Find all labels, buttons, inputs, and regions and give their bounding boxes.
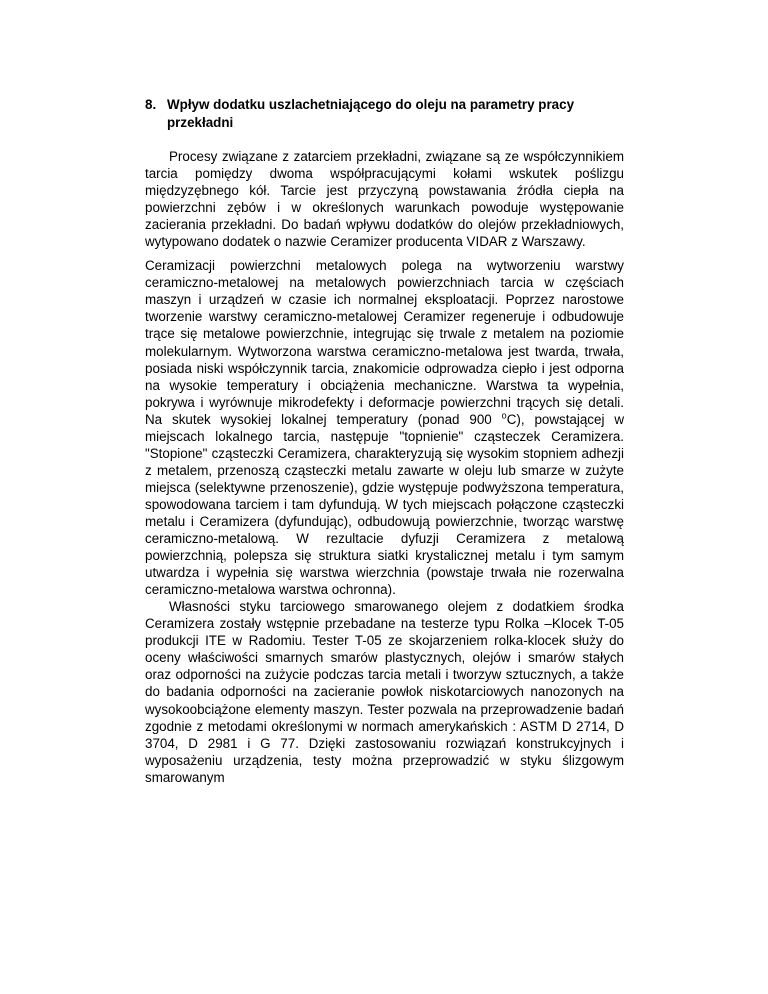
paragraph-1: Procesy związane z zatarciem przekładni, związane są ze współczynnikiem tarcia pomiędzy dwoma współpracującymi kołami wskutek poślizgu międzyzębnego kół. Tarcie jest przyczyną powstawania źródła ciepła na powierzchni zębów i w określonych warunkach powoduje występowanie zacierania przekładni. Do badań wpływu dodatków do olejów przekładniowych, wytypowano dodatek o nazwie Ceramizer producenta VIDAR z Warszawy. bbox=[145, 149, 624, 250]
degree-superscript: o bbox=[501, 410, 507, 421]
section-heading bbox=[145, 96, 624, 132]
document-page bbox=[145, 96, 624, 786]
paragraph-3: Własności styku tarciowego smarowanego olejem z dodatkiem środka Ceramizera zostały wstępnie przebadane na testerze typu Rolka –Klocek T-05 produkcji ITE w Radomiu. Tester T-05 ze skojarzeniem rolka-klocek służy do oceny właściwości smarnych smarów plastycznych, olejów i smarów stałych oraz odporności na zużycie podczas tarcia metali i tworzyw sztucznych, a także do badania odporności na zacieranie powłok niskotarciowych nanozonych na wysokoobciążone elementy maszyn. Tester pozwala na przeprowadzenie badań zgodnie z metodami określonymi w normach amerykańskich : ASTM D 2714, D 3704, D 2981 i G 77. Dzięki zastosowaniu rozwiązań konstrukcyjnych i wyposażeniu urządzenia, testy można przeprowadzić w styku ślizgowym smarowanym bbox=[145, 599, 624, 785]
section-number: 8. bbox=[145, 97, 157, 112]
paragraph-2-text-b: C), powstającej w miejscach lokalnego tarcia, następuje "topnienie" cząsteczek Ceramizera. "Stopione" cząsteczki Ceramizera, charakteryzują się wysokim stopniem adhezji z metalem, przenoszą cząsteczki metalu zawarte w oleju lub smarze w zużyte miejsca (selektywne przenoszenie), gdzie występuje podwyższona temperatura, spowodowana tarciem i tam dyfundują. W tych miejscach połączone cząsteczki metalu i Ceramizera (dyfundując), odbudowują powierzchnie, tworząc warstwę ceramiczno-metalową. W rezultacie dyfuzji Ceramizera z metalową powierzchnią, polepsza się struktura siatki krystalicznej metalu i tym samym utwardza i wypełnia się warstwa wierzchnia (powstaje trwała nie rozerwalna ceramiczno-metalowa warstwa ochronna). bbox=[145, 411, 624, 598]
paragraph-2-text-a: Ceramizacji powierzchni metalowych polega na wytworzeniu warstwy ceramiczno-metalowej na metalowych powierzchniach tarcia w częściach maszyn i urządzeń w czasie ich normalnej eksploatacji. Poprzez narostowe tworzenie warstwy ceramiczno-metalowej Ceramizer regeneruje i odbudowuje trące się metalowe powierzchnie, integrując się trwale z metalem na poziomie molekularnym. Wytworzona warstwa ceramiczno-metalowa jest twarda, trwała, posiada niski współczynnik tarcia, znakomicie odprowadza ciepło i jest odporna na wysokie temperatury i obciążenia mechaniczne. Warstwa ta wypełnia, pokrywa i wyrównuje mikrodefekty i deformacje powierzchni trących się detali. Na skutek wysokiej lokalnej temperatury (ponad 900 bbox=[145, 258, 624, 427]
section-title: Wpływ dodatku uszlachetniającego do oleju na parametry pracy przekładni bbox=[167, 97, 575, 130]
paragraph-2 bbox=[145, 257, 624, 598]
